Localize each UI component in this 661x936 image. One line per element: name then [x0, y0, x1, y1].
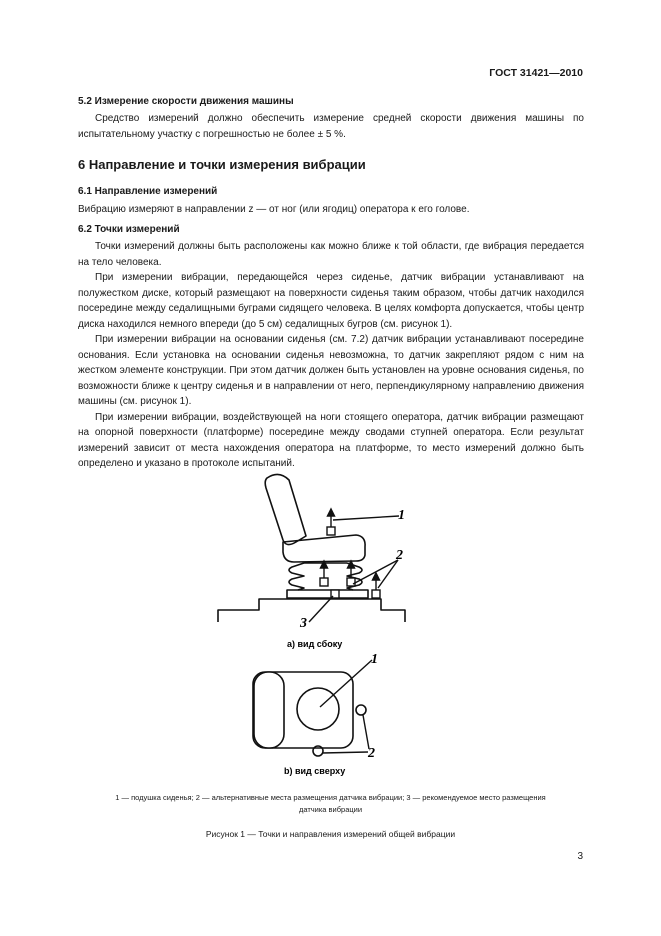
section-5-2-text: Средство измерений должно обеспечить измерение средней скорости движения машины по испытательному участку с погрешностью не более ± 5 %.	[78, 113, 584, 140]
label-side-view: а) вид сбоку	[287, 639, 343, 649]
figure-title: Рисунок 1 — Точки и направления измерений общей вибрации	[205, 829, 456, 839]
sensor-platform	[372, 590, 380, 598]
sensor-base-center	[320, 578, 328, 586]
backrest-top	[254, 672, 284, 748]
legend-line-1: 1 — подушка сиденья; 2 — альтернативные места размещения датчика вибрации; 3 — рекомендуемое место размещения	[115, 793, 546, 802]
seat-cushion	[283, 535, 365, 562]
figure-legend	[60, 792, 601, 816]
standard-number: ГОСТ 31421—2010	[489, 67, 583, 79]
section-6-1-text: Вибрацию измеряют в направлении z — от ног (или ягодиц) оператора к его голове.	[78, 204, 470, 215]
section-5-2-body	[78, 111, 584, 142]
sensor-alt-right	[356, 705, 366, 715]
sensor-base-side	[347, 578, 355, 586]
leader-2d	[322, 752, 368, 753]
section-6-1-title: 6.1 Направление измерений	[78, 186, 218, 197]
section-5-2-title: 5.2 Измерение скорости движения машины	[78, 96, 294, 107]
leader-2b	[378, 560, 398, 588]
seat-base	[287, 590, 368, 598]
seat-backrest	[265, 474, 306, 544]
cushion-disc-top	[297, 688, 339, 730]
callout-2-top: 2	[368, 746, 375, 761]
callout-3-side: 3	[300, 616, 307, 631]
sensor-cushion	[327, 527, 335, 535]
legend-line-2: датчика вибрации	[298, 805, 363, 814]
leader-1b	[320, 660, 372, 707]
paragraph-seat: При измерении вибрации, передающейся через сиденье, датчик вибрации устанавливают на полужестком диске, который размещают на поверхности сиденья таким образом, чтобы датчик находился посередине между седалищными буграми сидящего человека. В целях комфорта допускается, чтобы центр диска находился немного впереди (до 5 см) седалищных бугров (см. рисунок 1).	[78, 272, 584, 330]
paragraph-standing: При измерении вибрации, воздействующей на ноги стоящего оператора, датчик вибрации размещают на опорной поверхности (платформе) посередине между сводами ступней оператора. Если результат измерений зависит от места нахождения оператора на платформе, то место измерений должно быть определено и указано в протоколе испытаний.	[78, 411, 584, 469]
section-6-2-body	[78, 239, 584, 472]
figure-1	[0, 462, 661, 792]
section-6-title: 6 Направление и точки измерения вибрации	[78, 157, 366, 172]
callout-1-top: 1	[371, 652, 378, 667]
callout-1-side: 1	[398, 508, 405, 523]
label-top-view: b) вид сверху	[284, 766, 346, 776]
leader-1a	[333, 516, 399, 520]
paragraph-seat-base: При измерении вибрации на основании сиденья (см. 7.2) датчик вибрации устанавливают посередине основания. Если установка на основании сиденья невозможна, то датчик закрепляют рядом с ним на жестком элементе конструкции. При этом датчик должен быть установлен на уровне основания сиденья, по возможности ближе к центру сиденья и в направлении от него, перпендикулярному направлению движения машины (см. рисунок 1).	[78, 334, 584, 407]
section-6-1-body	[78, 202, 584, 218]
page-number: 3	[577, 851, 583, 862]
leader-2c	[363, 715, 369, 749]
paragraph-points: Точки измерений должны быть расположены как можно ближе к той области, где вибрация передается на тело человека.	[78, 241, 584, 268]
section-6-2-title: 6.2 Точки измерений	[78, 224, 180, 235]
leader-3a	[309, 596, 333, 622]
callout-2-side: 2	[396, 548, 403, 563]
